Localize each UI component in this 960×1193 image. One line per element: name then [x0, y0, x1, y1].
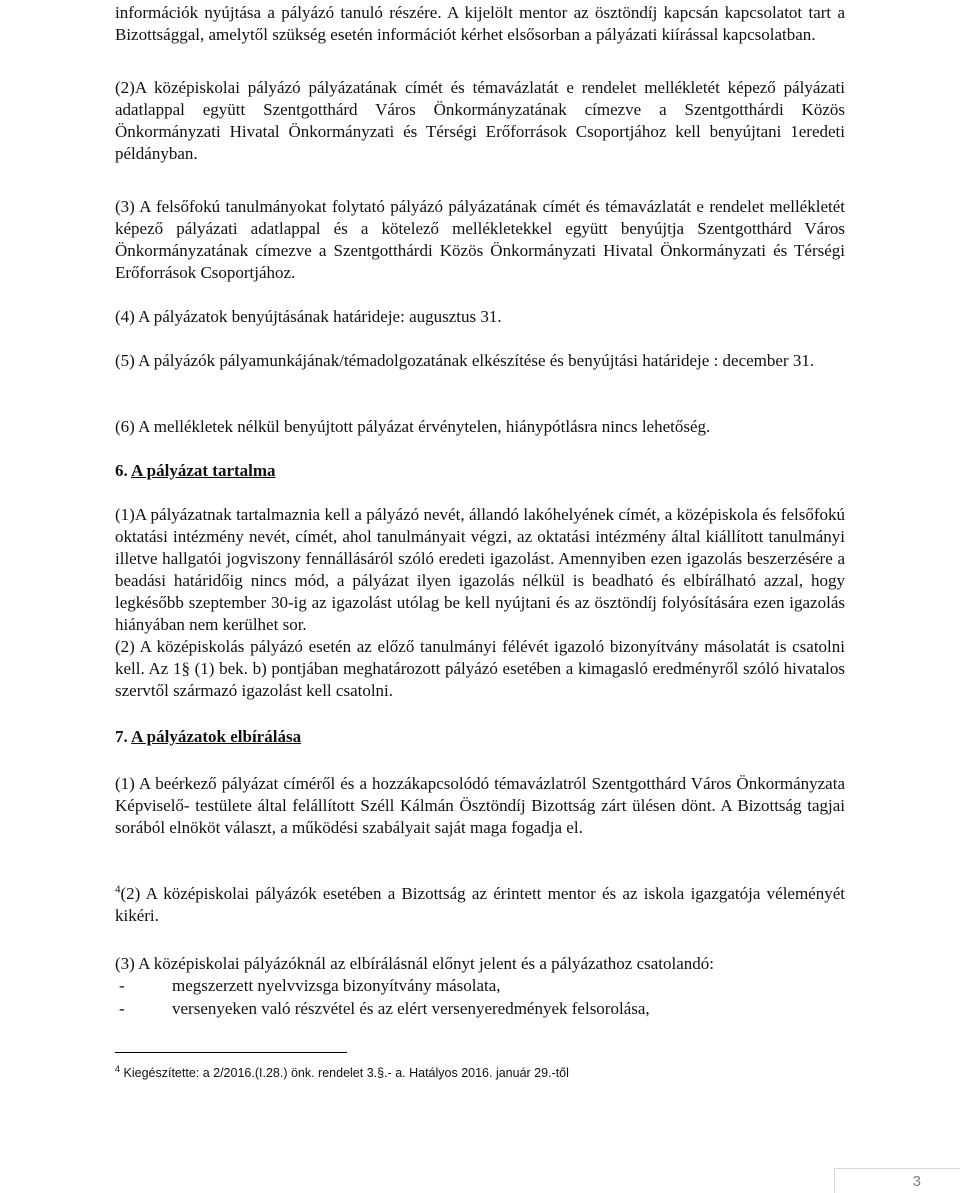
paragraph-3-higher-ed-submission: (3) A felsőfokú tanulmányokat folytató pályázó pályázatának címét és témavázlatát e rendelet mellékletét képező pályázati adatlappal és a kötelező mellékletekkel együtt benyújtja Szentgotthárd Város Önkormányzatának címezve a Szentgotthárdi Közös Önkormányzati Hivatal Önkormányzati és Térségi Erőforrások Csoportjához. [115, 197, 845, 282]
paragraph-evaluation-3: (3) A középiskolai pályázóknál az elbírálásnál előnyt jelent és a pályázathoz csatolandó: [115, 954, 715, 973]
list-item-text: megszerzett nyelvvizsga bizonyítvány másolata, [172, 976, 501, 995]
footnote-reference: 4 [115, 883, 121, 896]
page-number-box [834, 1168, 960, 1193]
section-number: 6. [115, 461, 128, 480]
paragraph-6-invalid: (6) A mellékletek nélkül benyújtott pályázat érvénytelen, hiánypótlásra nincs lehetőség. [115, 417, 711, 436]
paragraph-mentor-info: információk nyújtása a pályázó tanuló részére. A kijelölt mentor az ösztöndíj kapcsán kapcsolatot tart a Bizottsággal, amelytől szükség esetén információt kérhet elsősorban a pályázati kiírással kapcsolatban. [115, 3, 845, 44]
paragraph-evaluation-2-text: (2) A középiskolai pályázók esetében a Bizottság az érintett mentor és az iskola igazgatója véleményét kikéri. [115, 884, 845, 925]
paragraph-5-work-deadline: (5) A pályázók pályamunkájának/témadolgozatának elkészítése és benyújtási határideje : december 31. [115, 351, 815, 370]
footnote-mark: 4 [115, 1063, 121, 1074]
page-number: 3 [912, 1173, 921, 1190]
paragraph-evaluation-2 [115, 883, 845, 927]
paragraph-evaluation-1: (1) A beérkező pályázat címéről és a hozzákapcsolódó témavázlatról Szentgotthárd Város Önkormányzata Képviselő- testülete által felállított Széll Kálmán Ösztöndíj Bizottság zárt ülésen dönt. A Bizottság tagjai sorából elnököt választ, a működési szabályait saját maga fogadja el. [115, 774, 845, 837]
paragraph-4-deadline: (4) A pályázatok benyújtásának határideje: augusztus 31. [115, 307, 502, 326]
section-number: 7. [115, 727, 128, 746]
section-title: A pályázat tartalma [131, 461, 276, 480]
footnote [115, 1063, 569, 1080]
paragraph-content-1: (1)A pályázatnak tartalmaznia kell a pályázó nevét, állandó lakóhelyének címét, a középiskola és felsőfokú oktatási intézmény nevét, címét, ahol tanulmányait végzi, az oktatási intézmény által kiállított tanulmányi illetve hallgatói jogviszony fennállásáról szóló eredeti igazolást. Amennyiben ezen igazolás beszerzésére a beadási határidőig nincs mód, a pályázat ilyen igazolás nélkül is beadható és elbírálható azzal, hogy legkésőbb szeptember 30-ig az igazolást utólag be kell nyújtani és az ösztöndíj folyósítására ezen igazolás hiányában nem kerülhet sor. [115, 505, 845, 634]
paragraph-content-2: (2) A középiskolás pályázó esetén az előző tanulmányi félévét igazoló bizonyítvány másolatát is csatolni kell. Az 1§ (1) bek. b) pontjában meghatározott pályázó esetében a kimagasló eredményről szóló hivatalos szervtől származó igazolást kell csatolni. [115, 637, 845, 700]
dash-bullet: - [119, 976, 125, 995]
paragraph-2-secondary-submission: (2)A középiskolai pályázó pályázatának címét és témavázlatát e rendelet mellékletét képező pályázati adatlappal együtt Szentgotthárd Város Önkormányzatának címezve a Szentgotthárdi Közös Önkormányzati Hivatal Önkormányzati és Térségi Erőforrások Csoportjához kell benyújtani 1eredeti példányban. [115, 78, 845, 163]
section-heading-7 [115, 726, 845, 748]
footnote-separator [115, 1052, 347, 1053]
list-item-text: versenyeken való részvétel és az elért versenyeredmények felsorolása, [172, 999, 650, 1018]
section-title: A pályázatok elbírálása [131, 727, 302, 746]
section-heading-6 [115, 460, 845, 482]
dash-bullet: - [119, 999, 125, 1018]
footnote-text: Kiegészítette: a 2/2016.(I.28.) önk. rendelet 3.§.- a. Hatályos 2016. január 29.-től [123, 1066, 569, 1080]
